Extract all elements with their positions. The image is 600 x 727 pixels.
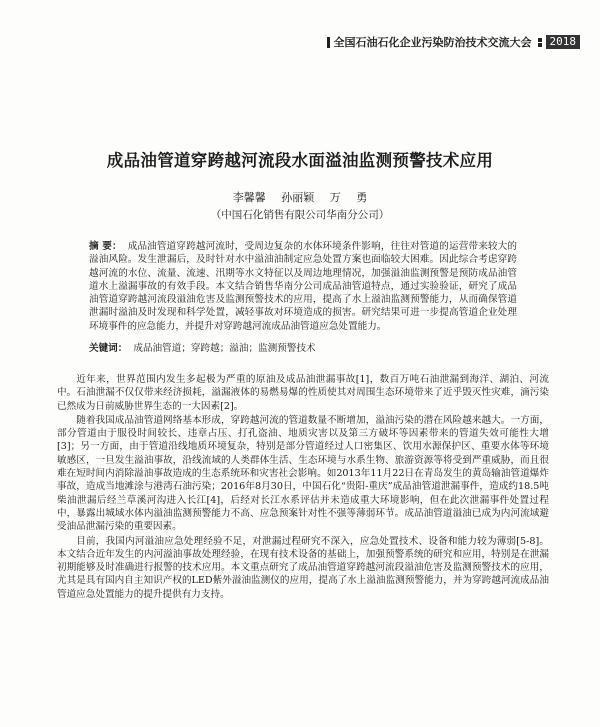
affiliation: （中国石化销售有限公司华南分公司） — [210, 209, 390, 221]
keywords — [89, 342, 517, 355]
header-squares-icon — [538, 38, 542, 47]
body-paragraph-1: 近年来，世界范围内发生多起极为严重的原油及成品油泄漏事故[1]，数百万吨石油泄漏到海洋、湖泊、河流中。石油泄漏不仅仅带来经济损耗，溢漏液体的易燃易爆的性质使其对周围生态环境带来了近乎毁灭性灾难，滴污染已然成为日前威胁世界生态的一大因素[2]。 — [57, 374, 549, 412]
authors: 李馨馨 孙丽颖 万 勇 — [232, 191, 368, 204]
body-text — [57, 373, 549, 601]
conference-year: 2018 — [546, 35, 581, 49]
body-paragraph-2: 随着我国成品油管道网络基本形成，穿跨越河流的管道数量不断增加，溢油污染的潜在风险越来越大。一方面，部分管道由于服役时间较长、违章占压、打孔盗油、地质灾害以及第三方破坏等因素带来的管道失效可能性大增[3]；另一方面，由于管道沿线地质环境复杂，特别是部分管道经过人口密集区、饮用水源保护区、重要水体等环境敏感区，一旦发生溢油事故，沿线流域的人类群体生活、生态环境与水系生物、旅游资源等将受到严重威胁，而且很难在短时间内消除溢油事故造成的生态系统环和灾害社会影响。如2013年11月22日在青岛发生的黄岛输油管道爆炸事故，造成当地滩涂与港湾石油污染；2016年8月30日，中国石化“贵阳-重庆”成品油管道泄漏事件，造成约18.5吨柴油泄漏后经兰草溪河沟进入长江[4]，后经对长江水系评估并未造成重大环境影响，但在此次泄漏事件处置过程中，暴露出城域水体内溢油监测预警能力不高、应急预案针对性不强等薄弱环节。成品油管道溢油已成为内河流域避受油品泄漏污染的重要因素。 — [57, 414, 549, 533]
keywords-label: 关键词： — [89, 343, 128, 354]
conference-name: 全国石油石化企业污染防治技术交流大会 — [333, 36, 532, 49]
abstract-text: 成品油管道穿跨越河流时，受周边复杂的水体环境条件影响，往往对管道的运营带来较大的溢油风险。发生泄漏后，及时针对水中溢油油制定应急处置方案也面临较大困难。因此综合考虑穿跨越河流的水位、流量、流速、汛期等水文特征以及周边地理情况，加强溢油监测预警是预防成品油管道水上溢漏事故的有效手段。本文结合销售华南分公司成品油管道特点，通过实验验证，研究了成品油管道穿跨越河流段溢油危害及监测预警技术的应用，提高了水上溢油监测预警能力，从而确保管道泄漏时溢油及时发现和科学处置，减轻事故对环境造成的损害。研究结果可进一步提高管道企业处理环境事件的应急能力，并提升对穿跨越河流成品油管道应急处置能力。 — [89, 241, 518, 332]
paper-title: 成品油管道穿跨越河流段水面溢油监测预警技术应用 — [106, 151, 494, 170]
abstract-label: 摘 要： — [89, 241, 122, 252]
body-paragraph-3: 目前，我国内河溢油应急处理经验不足，对泄漏过程研究不深入，应急处置技术、设备和能力较为薄弱[5-8]。本文结合近年发生的内河溢油事故处理经验，在现有技术设备的基础上，加强预警系统的研究和应用，特别是在泄漏初期能够及时准确进行报警的技术应用。本文重点研究了成品油管道穿跨越河流段溢油危害及监测预警技术的应用，尤其是具有国内自主知识产权的LED紫外溢油监测仪的应用，提高了水上溢油监测预警能力，并为穿跨越河流成品油管道应急处置能力的提升提供有力支持。 — [57, 535, 549, 600]
header-bar-icon — [327, 37, 330, 48]
keywords-text: 成品油管道；穿跨越；溢油；监测预警技术 — [133, 343, 316, 354]
running-header — [327, 34, 581, 50]
abstract — [89, 240, 517, 333]
